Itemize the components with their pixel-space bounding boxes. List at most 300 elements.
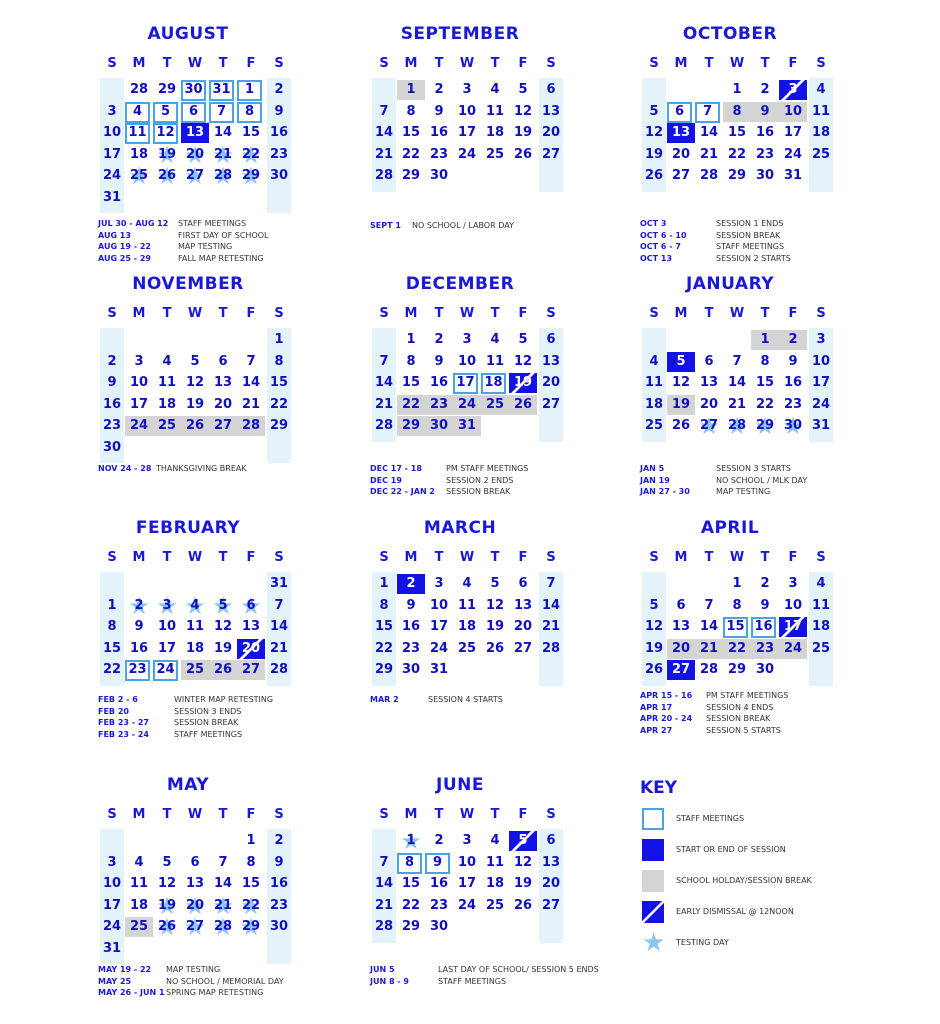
day-cell <box>481 639 509 659</box>
day-cell <box>237 660 265 680</box>
day-cell <box>237 166 265 186</box>
day-cell <box>481 373 506 394</box>
weekday-header: S <box>649 550 659 565</box>
day-cell <box>209 373 237 393</box>
day-cell <box>181 102 206 123</box>
day-cell <box>640 102 668 122</box>
day-cell <box>807 596 835 616</box>
day-number: 2 <box>434 82 444 97</box>
day-cell <box>779 80 807 100</box>
day-cell <box>779 352 807 372</box>
day-cell <box>181 853 209 873</box>
day-cell <box>537 617 565 637</box>
weekday-header: F <box>518 306 528 321</box>
day-cell <box>537 574 565 594</box>
day-cell <box>807 395 835 415</box>
day-number: 24 <box>811 396 831 412</box>
note-date: FEB 2 - 6 <box>98 695 138 704</box>
note-text: PM STAFF MEETINGS <box>706 691 789 700</box>
day-cell <box>425 896 453 916</box>
note-row <box>370 486 570 498</box>
day-number: 25 <box>644 418 664 433</box>
day-cell <box>425 123 453 143</box>
day-number: 30 <box>429 919 449 934</box>
weekday-header: W <box>729 306 745 321</box>
day-cell <box>397 874 425 894</box>
day-cell <box>807 639 835 659</box>
day-number: 1 <box>246 833 256 848</box>
day-number: 12 <box>513 353 533 369</box>
day-number: 10 <box>457 353 477 369</box>
day-number: 11 <box>485 103 505 119</box>
day-number: 7 <box>246 353 256 369</box>
day-cell <box>98 896 126 916</box>
day-number: 29 <box>727 168 747 183</box>
day-number: 21 <box>374 146 394 162</box>
day-number: 4 <box>816 576 826 591</box>
day-cell <box>153 416 181 436</box>
day-number: 2 <box>434 833 444 848</box>
day-number: 20 <box>671 146 691 162</box>
day-cell <box>209 166 237 186</box>
note-text: SESSION 2 STARTS <box>716 253 791 263</box>
day-number: 9 <box>406 597 416 613</box>
star-icon: ★ <box>642 928 666 958</box>
day-number: 9 <box>274 854 284 870</box>
day-cell <box>237 395 265 415</box>
weekday-header: T <box>218 56 228 71</box>
day-number: 5 <box>518 332 528 347</box>
weekday-header: W <box>729 550 745 565</box>
day-number: 30 <box>269 168 289 183</box>
day-number: 26 <box>671 418 691 433</box>
day-number: 20 <box>185 146 205 162</box>
day-number: 14 <box>699 619 719 634</box>
weekday-header: S <box>274 807 284 822</box>
day-cell <box>265 102 293 122</box>
day-cell <box>640 123 668 143</box>
day-cell <box>370 660 398 680</box>
day-cell <box>640 352 668 372</box>
day-number: 7 <box>379 353 389 369</box>
day-cell <box>209 102 234 123</box>
day-cell <box>370 917 398 937</box>
day-cell <box>751 660 779 680</box>
day-cell <box>509 896 537 916</box>
day-cell <box>265 896 293 916</box>
day-number: 24 <box>102 168 122 183</box>
month-notes <box>98 218 298 264</box>
day-cell <box>181 373 209 393</box>
weekday-header: S <box>379 550 389 565</box>
day-number: 28 <box>213 919 233 934</box>
day-cell <box>370 416 398 436</box>
day-cell <box>98 145 126 165</box>
day-number: 17 <box>429 619 449 634</box>
day-number: 28 <box>269 662 289 677</box>
day-number: 31 <box>783 168 803 183</box>
month-notes <box>640 463 840 498</box>
day-cell <box>265 617 293 637</box>
weekday-header: F <box>246 550 256 565</box>
note-text: WINTER MAP RETESTING <box>174 695 274 704</box>
weekday-header: W <box>729 56 745 71</box>
day-cell <box>453 416 481 436</box>
day-number: 1 <box>244 82 255 97</box>
day-number: 23 <box>783 396 803 412</box>
day-number: 1 <box>760 332 770 347</box>
day-cell <box>125 617 153 637</box>
day-number: 26 <box>513 146 533 162</box>
note-text: STAFF MEETINGS <box>438 976 507 986</box>
day-cell <box>370 853 398 873</box>
day-number: 4 <box>490 332 500 347</box>
day-cell <box>807 330 835 350</box>
day-number: 6 <box>546 833 556 848</box>
day-cell <box>237 853 265 873</box>
day-number: 29 <box>401 168 421 183</box>
day-cell <box>807 145 835 165</box>
day-number: 11 <box>485 353 505 369</box>
weekday-header: M <box>404 550 418 565</box>
note-text: SESSION BREAK <box>706 714 771 723</box>
day-number: 29 <box>241 168 261 183</box>
day-cell <box>723 80 751 100</box>
day-cell <box>667 617 695 637</box>
staff-meeting-swatch <box>642 808 664 830</box>
weekday-header: F <box>246 807 256 822</box>
day-cell <box>237 596 265 616</box>
day-number: 12 <box>185 375 205 390</box>
day-cell <box>237 80 262 101</box>
day-cell <box>481 831 509 851</box>
key-item-staff <box>640 808 880 832</box>
day-number: 30 <box>783 418 803 433</box>
day-cell <box>370 639 398 659</box>
day-number: 12 <box>485 597 505 613</box>
day-cell <box>667 596 695 616</box>
day-number: 22 <box>401 146 421 162</box>
day-number: 27 <box>671 662 691 677</box>
day-cell <box>265 831 293 851</box>
day-number: 18 <box>485 125 505 140</box>
day-cell <box>397 639 425 659</box>
weekday-header: T <box>218 550 228 565</box>
day-number: 26 <box>644 168 664 183</box>
day-number: 8 <box>404 854 415 870</box>
day-cell <box>265 574 293 594</box>
note-row <box>98 241 298 253</box>
day-number: 31 <box>102 189 122 205</box>
note-text: MAP TESTING <box>716 487 771 496</box>
month-notes <box>640 218 840 264</box>
day-cell <box>98 373 126 393</box>
day-number: 29 <box>269 418 289 433</box>
key-item-holiday <box>640 870 880 894</box>
weekday-header: F <box>246 306 256 321</box>
day-number: 27 <box>541 396 561 412</box>
day-number: 25 <box>457 640 477 656</box>
day-number: 20 <box>241 640 261 656</box>
day-cell <box>397 896 425 916</box>
day-number: 11 <box>129 876 149 891</box>
day-number: 20 <box>513 619 533 634</box>
day-cell <box>723 617 748 638</box>
day-number: 24 <box>457 146 477 162</box>
day-cell <box>425 660 453 680</box>
day-number: 17 <box>102 146 122 162</box>
day-number: 12 <box>513 103 533 119</box>
day-number: 23 <box>429 146 449 162</box>
key-item-early <box>640 901 880 925</box>
note-row <box>640 230 840 242</box>
day-number: 26 <box>513 396 533 412</box>
day-cell <box>265 853 293 873</box>
day-number: 30 <box>755 168 775 183</box>
day-cell <box>640 639 668 659</box>
day-number: 22 <box>241 897 261 913</box>
month-notes <box>370 463 570 498</box>
day-cell <box>537 330 565 350</box>
day-cell <box>98 660 126 680</box>
day-cell <box>779 330 807 350</box>
note-text: FALL MAP RETESTING <box>178 253 264 263</box>
day-number: 14 <box>213 125 233 140</box>
day-number: 29 <box>157 82 177 97</box>
day-number: 4 <box>649 353 659 369</box>
day-cell <box>125 373 153 393</box>
day-number: 17 <box>102 897 122 913</box>
day-number: 19 <box>513 125 533 140</box>
month-title: NOVEMBER <box>132 274 244 294</box>
day-number: 14 <box>374 876 394 891</box>
day-number: 21 <box>213 897 233 913</box>
weekday-header: T <box>162 306 172 321</box>
note-text: SESSION BREAK <box>174 718 239 727</box>
day-cell <box>695 123 723 143</box>
key-label: SCHOOL HOLDAY/SESSION BREAK <box>676 876 812 885</box>
note-date: JAN 27 - 30 <box>640 487 690 496</box>
day-cell <box>453 574 481 594</box>
day-cell <box>265 660 293 680</box>
day-cell <box>98 416 126 436</box>
day-number: 4 <box>190 597 200 613</box>
day-cell <box>640 166 668 186</box>
weekday-header: F <box>518 807 528 822</box>
day-cell <box>723 166 751 186</box>
day-cell <box>509 373 537 393</box>
day-number: 13 <box>671 619 691 634</box>
day-cell <box>640 373 668 393</box>
note-row <box>98 218 298 230</box>
day-number: 3 <box>162 597 172 613</box>
day-number: 23 <box>102 418 122 433</box>
note-row <box>640 690 840 702</box>
day-cell <box>98 438 126 458</box>
day-cell <box>153 596 181 616</box>
day-cell <box>125 874 153 894</box>
note-text: STAFF MEETINGS <box>716 242 785 251</box>
weekday-header: S <box>546 306 556 321</box>
note-row <box>98 463 298 475</box>
weekday-header: T <box>162 807 172 822</box>
day-number: 4 <box>132 103 143 119</box>
note-text: MAP TESTING <box>166 965 221 974</box>
day-cell <box>751 145 779 165</box>
day-cell <box>125 660 150 681</box>
day-cell <box>265 416 293 436</box>
day-cell <box>751 80 779 100</box>
day-number: 17 <box>157 640 177 656</box>
day-number: 30 <box>401 662 421 677</box>
day-cell <box>265 123 293 143</box>
day-number: 16 <box>102 396 122 412</box>
day-cell <box>779 617 807 637</box>
note-date: SEPT 1 <box>370 221 401 230</box>
day-cell <box>98 617 126 637</box>
day-number: 8 <box>274 353 284 369</box>
note-row <box>370 220 570 232</box>
note-date: OCT 6 - 10 <box>640 230 687 240</box>
day-cell <box>237 373 265 393</box>
day-cell <box>397 395 425 415</box>
day-number: 14 <box>213 876 233 891</box>
day-cell <box>181 166 209 186</box>
day-cell <box>209 853 237 873</box>
day-number: 15 <box>401 876 421 891</box>
day-number: 18 <box>485 876 505 891</box>
day-number: 11 <box>644 375 664 390</box>
day-number: 23 <box>755 146 775 162</box>
weekday-header: S <box>816 550 826 565</box>
day-number: 1 <box>732 82 742 97</box>
weekday-header: F <box>788 56 798 71</box>
note-text: STAFF MEETINGS <box>178 219 247 228</box>
day-cell <box>98 853 126 873</box>
day-number: 25 <box>129 919 149 934</box>
day-cell <box>537 874 565 894</box>
note-date: DEC 19 <box>370 475 402 485</box>
day-number: 1 <box>107 597 117 613</box>
weekday-header: W <box>187 550 203 565</box>
day-number: 8 <box>406 353 416 369</box>
day-cell <box>397 416 425 436</box>
month-title: SEPTEMBER <box>400 24 520 44</box>
day-cell <box>695 102 720 123</box>
day-number: 3 <box>462 833 472 848</box>
day-cell <box>481 896 509 916</box>
day-number: 4 <box>490 833 500 848</box>
note-date: NOV 24 - 28 <box>98 464 152 473</box>
day-number: 19 <box>644 640 664 656</box>
month-title: APRIL <box>700 518 760 538</box>
day-number: 24 <box>429 640 449 656</box>
day-number: 25 <box>185 662 205 677</box>
day-cell <box>453 352 481 372</box>
day-cell <box>453 330 481 350</box>
weekday-header: M <box>404 306 418 321</box>
day-number: 4 <box>490 82 500 97</box>
day-number: 21 <box>727 396 747 412</box>
note-row <box>640 486 840 498</box>
day-cell <box>370 395 398 415</box>
note-text: FIRST DAY OF SCHOOL <box>178 230 269 240</box>
day-cell <box>537 896 565 916</box>
note-row <box>640 475 840 487</box>
note-date: APR 27 <box>640 725 673 735</box>
day-cell <box>723 352 751 372</box>
day-cell <box>181 596 209 616</box>
day-number: 18 <box>457 619 477 634</box>
day-number: 14 <box>541 597 561 613</box>
day-number: 18 <box>129 146 149 162</box>
day-number: 5 <box>676 353 686 369</box>
day-number: 5 <box>649 597 659 613</box>
day-number: 19 <box>513 876 533 891</box>
day-number: 29 <box>401 418 421 433</box>
day-cell <box>509 80 537 100</box>
day-cell <box>453 617 481 637</box>
day-cell <box>425 416 453 436</box>
weekday-header: M <box>674 550 688 565</box>
day-cell <box>153 917 181 937</box>
day-cell <box>481 145 509 165</box>
note-text: SESSION 4 STARTS <box>428 695 503 704</box>
day-number: 2 <box>274 833 284 848</box>
day-number: 21 <box>541 619 561 634</box>
day-number: 6 <box>188 103 199 119</box>
note-row <box>370 976 570 988</box>
day-cell <box>265 80 293 100</box>
day-cell <box>667 373 695 393</box>
day-number: 8 <box>760 353 770 369</box>
day-number: 21 <box>699 146 719 162</box>
month-title: DECEMBER <box>405 274 515 294</box>
day-number: 25 <box>485 146 505 162</box>
day-cell <box>370 574 398 594</box>
day-number: 31 <box>102 940 122 956</box>
day-cell <box>265 596 293 616</box>
day-number: 11 <box>457 597 477 613</box>
day-number: 14 <box>374 125 394 140</box>
day-cell <box>153 373 181 393</box>
day-cell <box>779 102 807 122</box>
day-cell <box>640 145 668 165</box>
weekday-header: T <box>434 306 444 321</box>
day-number: 7 <box>216 103 227 119</box>
note-date: MAY 26 - JUN 1 <box>98 988 165 997</box>
day-number: 19 <box>513 375 533 390</box>
day-cell <box>98 166 126 186</box>
day-number: 25 <box>811 640 831 656</box>
month-title: FEBRUARY <box>135 518 241 538</box>
key-title: KEY <box>640 778 678 798</box>
day-number: 16 <box>429 876 449 891</box>
day-cell <box>667 123 695 143</box>
month-notes <box>370 964 599 987</box>
weekday-header: T <box>434 807 444 822</box>
note-text: SESSION BREAK <box>716 230 781 240</box>
day-number: 21 <box>374 396 394 412</box>
day-number: 25 <box>811 146 831 162</box>
note-date: OCT 13 <box>640 253 673 263</box>
day-cell <box>125 80 153 100</box>
day-cell <box>237 617 265 637</box>
day-number: 5 <box>218 597 228 613</box>
month-notes <box>370 694 570 706</box>
day-cell <box>723 145 751 165</box>
note-date: AUG 25 - 29 <box>98 253 151 263</box>
